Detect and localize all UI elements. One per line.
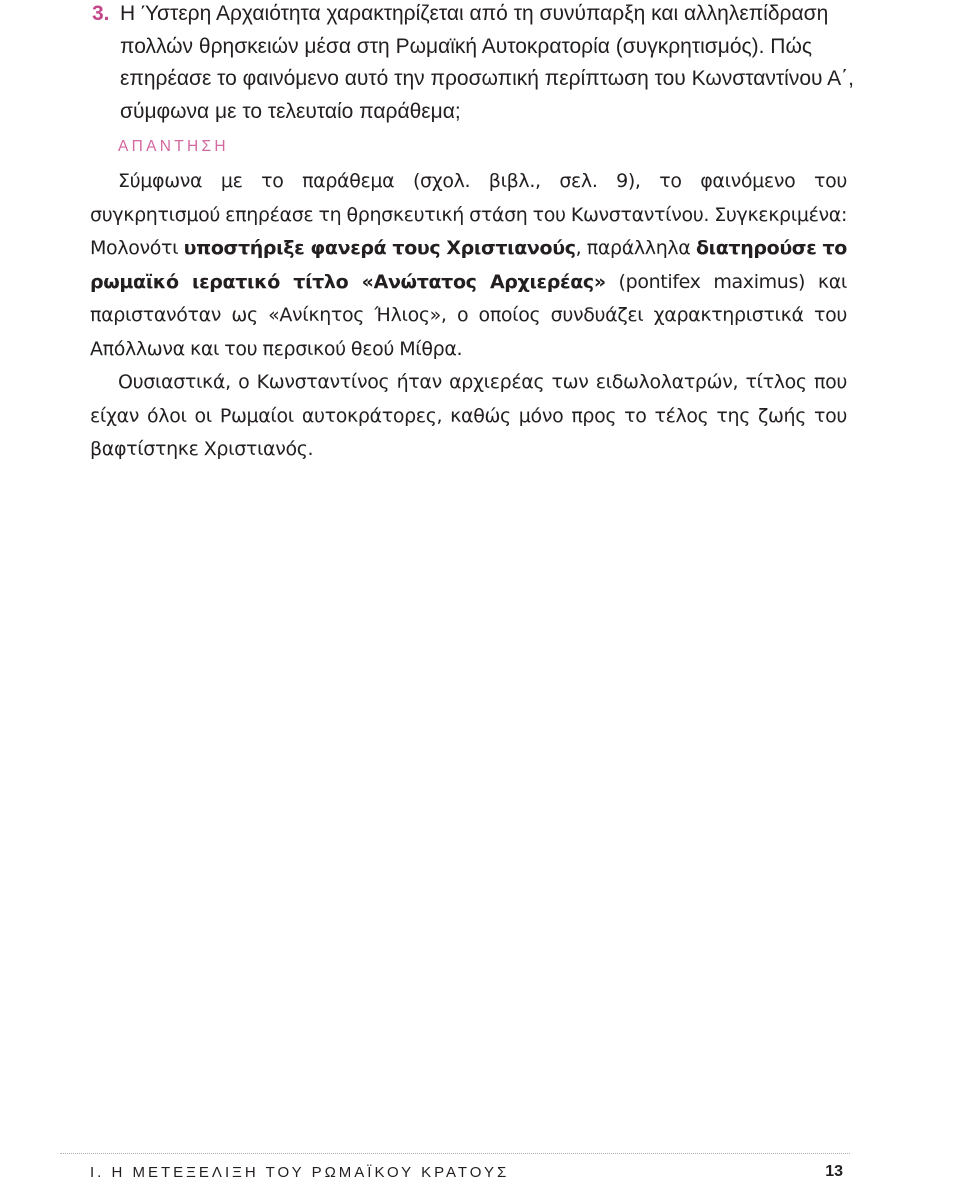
answer-paragraph-1: [90, 165, 847, 366]
question-text: Η Ύστερη Αρχαιότητα χαρακτηρίζεται από τη συνύπαρξη και αλληλεπίδραση πολλών θρησκειών μέσα στη Ρωμαϊκή Αυτοκρατορία (συγκρητισμός). Πώς επηρέασε το φαινόμενο αυτό την προσωπική περίπτωση του Κωνσταντίνου Α΄, σύμφωνα με το τελευταίο παράθεμα;: [120, 2, 855, 123]
answer-text-3: (pontifex maximus) και παριστανόταν ως «Ανίκητος Ήλιος», ο οποίος συνδυάζει χαρακτηριστικά του Απόλλωνα και του περσικού θεού Μίθρα.: [90, 270, 847, 360]
answer-text-2: , παράλληλα: [575, 237, 696, 259]
question-number: 3.: [92, 2, 110, 25]
footer-page-number: 13: [825, 1163, 843, 1180]
answer-label: ΑΠΑΝΤΗΣΗ: [118, 138, 229, 155]
answer-body: [90, 165, 847, 467]
footer-chapter-title: Ι. Η ΜΕΤΕΞΕΛΙΞΗ ΤΟΥ ΡΩΜΑΪΚΟΥ ΚΡΑΤΟΥΣ: [90, 1164, 510, 1181]
answer-bold-1: υποστήριξε φανερά τους Χριστιανούς: [183, 237, 576, 259]
footer-divider: [60, 1153, 850, 1154]
answer-bold-2: διατηρούσε το ρωμαϊκό ιερατικό τίτλο «Ανώτατος Αρχιερέας»: [90, 237, 847, 293]
answer-paragraph-2: Ουσιαστικά, ο Κωνσταντίνος ήταν αρχιερέας των ειδωλολατρών, τίτλος που είχαν όλοι οι Ρωμαίοι αυτοκράτορες, καθώς μόνο προς το τέλος της ζωής του βαφτίστηκε Χριστιανός.: [90, 371, 847, 460]
question-block: [92, 0, 856, 128]
answer-text-1: Σύμφωνα με το παράθεμα (σχολ. βιβλ., σελ. 9), το φαινόμενο του συγκρητισμού επηρέασε τη θρησκευτική στάση του Κωνσταντίνου. Συγκεκριμένα: Μολονότι: [90, 170, 847, 259]
